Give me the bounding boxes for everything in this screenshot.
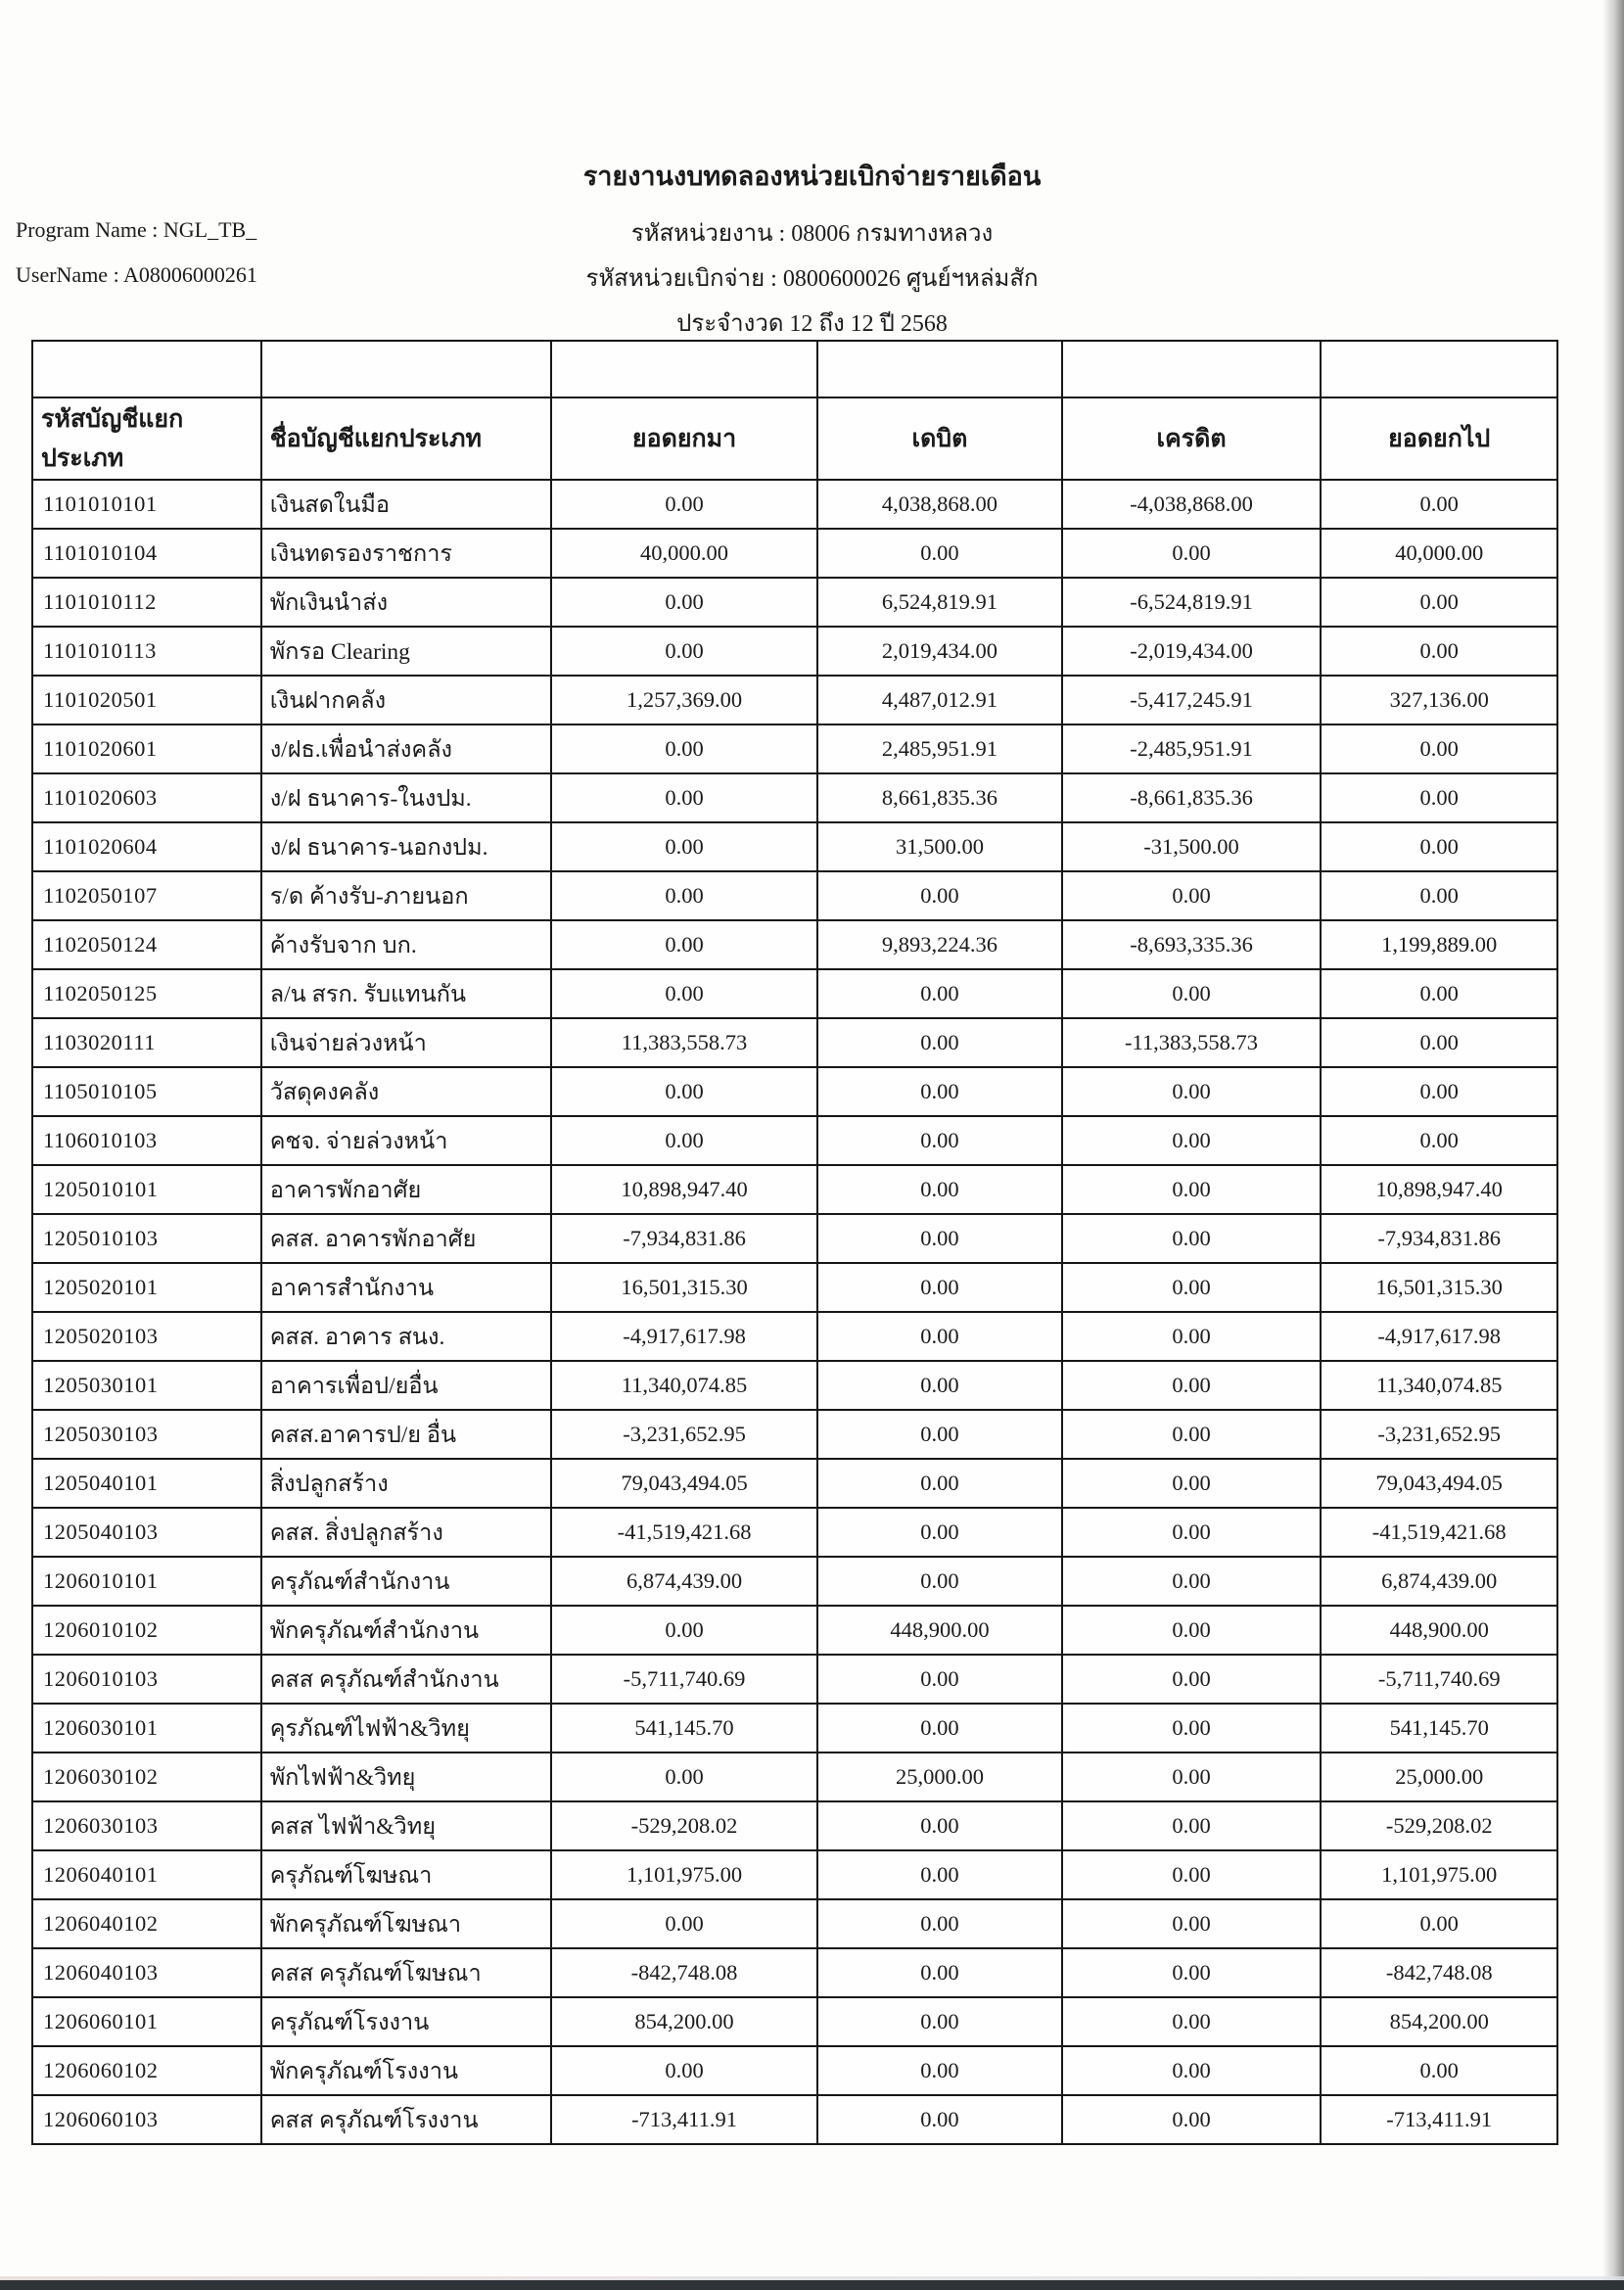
credit-cell: -2,019,434.00 bbox=[1062, 627, 1322, 676]
table-row bbox=[32, 1753, 1557, 1801]
account-name-cell: ครุภัณฑ์โฆษณา bbox=[261, 1850, 551, 1899]
debit-cell: 0.00 bbox=[817, 1704, 1061, 1753]
account-code-cell: 1206040101 bbox=[32, 1850, 261, 1899]
header-debit: เดบิต bbox=[817, 397, 1061, 480]
beginning-balance-cell: 6,874,439.00 bbox=[551, 1557, 818, 1606]
credit-cell: 0.00 bbox=[1062, 1948, 1322, 1997]
ending-balance-cell: -41,519,421.68 bbox=[1321, 1508, 1557, 1557]
account-code-cell: 1206010103 bbox=[32, 1655, 261, 1704]
ending-balance-cell: 448,900.00 bbox=[1321, 1606, 1557, 1655]
beginning-balance-cell: 16,501,315.30 bbox=[551, 1263, 818, 1312]
credit-cell: 0.00 bbox=[1062, 871, 1322, 920]
account-name-cell: พักครุภัณฑ์โฆษณา bbox=[261, 1899, 551, 1948]
table-row bbox=[32, 578, 1557, 627]
account-name-cell: พักเงินนำส่ง bbox=[261, 578, 551, 627]
ending-balance-cell: -5,711,740.69 bbox=[1321, 1655, 1557, 1704]
account-code-cell: 1206060101 bbox=[32, 1997, 261, 2046]
beginning-balance-cell: 11,383,558.73 bbox=[551, 1018, 818, 1067]
ending-balance-cell: 79,043,494.05 bbox=[1321, 1459, 1557, 1508]
debit-cell: 0.00 bbox=[817, 1459, 1061, 1508]
table-row bbox=[32, 1410, 1557, 1459]
account-name-cell: ร/ด ค้างรับ-ภายนอก bbox=[261, 871, 551, 920]
ending-balance-cell: 0.00 bbox=[1321, 773, 1557, 822]
account-code-cell: 1206010101 bbox=[32, 1557, 261, 1606]
ending-balance-cell: 541,145.70 bbox=[1321, 1704, 1557, 1753]
credit-cell: 0.00 bbox=[1062, 1116, 1322, 1165]
agency-code-line: รหัสหน่วยงาน : 08006 กรมทางหลวง bbox=[630, 221, 994, 247]
scan-edge-right bbox=[1602, 0, 1624, 2290]
account-code-cell: 1102050124 bbox=[32, 920, 261, 969]
credit-cell: 0.00 bbox=[1062, 1263, 1322, 1312]
account-name-cell: คสส. อาคารพักอาศัย bbox=[261, 1214, 551, 1263]
account-name-cell: ครุภัณฑ์โรงงาน bbox=[261, 1997, 551, 2046]
account-code-cell: 1101020603 bbox=[32, 773, 261, 822]
account-code-cell: 1106010103 bbox=[32, 1116, 261, 1165]
credit-cell: 0.00 bbox=[1062, 1067, 1322, 1116]
ending-balance-cell: 25,000.00 bbox=[1321, 1753, 1557, 1801]
account-name-cell: พักครุภัณฑ์โรงงาน bbox=[261, 2046, 551, 2095]
debit-cell: 0.00 bbox=[817, 2046, 1061, 2095]
beginning-balance-cell: 10,898,947.40 bbox=[551, 1165, 818, 1214]
credit-cell: 0.00 bbox=[1062, 1704, 1322, 1753]
account-code-cell: 1206030103 bbox=[32, 1801, 261, 1850]
table-row bbox=[32, 1997, 1557, 2046]
ending-balance-cell: 1,101,975.00 bbox=[1321, 1850, 1557, 1899]
table-header-row bbox=[32, 397, 1557, 480]
account-name-cell: ค้างรับจาก บก. bbox=[261, 920, 551, 969]
table-row bbox=[32, 1801, 1557, 1850]
ending-balance-cell: 854,200.00 bbox=[1321, 1997, 1557, 2046]
credit-cell: 0.00 bbox=[1062, 1899, 1322, 1948]
table-row bbox=[32, 480, 1557, 529]
debit-cell: 0.00 bbox=[817, 2095, 1061, 2144]
table-row bbox=[32, 871, 1557, 920]
account-name-cell: อาคารพักอาศัย bbox=[261, 1165, 551, 1214]
table-body bbox=[32, 480, 1557, 2144]
period-line: ประจำงวด 12 ถึง 12 ปี 2568 bbox=[676, 311, 948, 337]
ending-balance-cell: 0.00 bbox=[1321, 1067, 1557, 1116]
account-name-cell: คสส. สิ่งปลูกสร้าง bbox=[261, 1508, 551, 1557]
account-name-cell: คสส.อาคารป/ย อื่น bbox=[261, 1410, 551, 1459]
ending-balance-cell: -3,231,652.95 bbox=[1321, 1410, 1557, 1459]
ending-balance-cell: 0.00 bbox=[1321, 724, 1557, 773]
beginning-balance-cell: -842,748.08 bbox=[551, 1948, 818, 1997]
account-name-cell: ง/ฝ ธนาคาร-นอกงปม. bbox=[261, 822, 551, 871]
disbursing-unit-line: รหัสหน่วยเบิกจ่าย : 0800600026 ศูนย์ฯหล่มสัก bbox=[585, 266, 1039, 292]
ending-balance-cell: -529,208.02 bbox=[1321, 1801, 1557, 1850]
empty-cell bbox=[551, 341, 818, 397]
ending-balance-cell: 0.00 bbox=[1321, 1116, 1557, 1165]
header-beginning-balance: ยอดยกมา bbox=[551, 397, 818, 480]
account-code-cell: 1205040103 bbox=[32, 1508, 261, 1557]
table-row bbox=[32, 529, 1557, 578]
credit-cell: 0.00 bbox=[1062, 1459, 1322, 1508]
beginning-balance-cell: 40,000.00 bbox=[551, 529, 818, 578]
beginning-balance-cell: 79,043,494.05 bbox=[551, 1459, 818, 1508]
scan-edge-bottom bbox=[0, 2280, 1624, 2290]
account-name-cell: ง/ฝธ.เพื่อนำส่งคลัง bbox=[261, 724, 551, 773]
ending-balance-cell: 11,340,074.85 bbox=[1321, 1361, 1557, 1410]
account-code-cell: 1205020103 bbox=[32, 1312, 261, 1361]
debit-cell: 0.00 bbox=[817, 1655, 1061, 1704]
beginning-balance-cell: 0.00 bbox=[551, 920, 818, 969]
debit-cell: 8,661,835.36 bbox=[817, 773, 1061, 822]
ending-balance-cell: 0.00 bbox=[1321, 2046, 1557, 2095]
account-code-cell: 1205020101 bbox=[32, 1263, 261, 1312]
ending-balance-cell: -4,917,617.98 bbox=[1321, 1312, 1557, 1361]
beginning-balance-cell: 1,101,975.00 bbox=[551, 1850, 818, 1899]
beginning-balance-cell: 0.00 bbox=[551, 871, 818, 920]
debit-cell: 0.00 bbox=[817, 1948, 1061, 1997]
ending-balance-cell: 10,898,947.40 bbox=[1321, 1165, 1557, 1214]
table-row bbox=[32, 1067, 1557, 1116]
empty-cell bbox=[1062, 341, 1322, 397]
account-code-cell: 1206060102 bbox=[32, 2046, 261, 2095]
account-name-cell: คสส ครุภัณฑ์โฆษณา bbox=[261, 1948, 551, 1997]
header-account-code: รหัสบัญชีแยกประเภท bbox=[32, 397, 261, 480]
account-name-cell: พักไฟฟ้า&วิทยุ bbox=[261, 1753, 551, 1801]
debit-cell: 9,893,224.36 bbox=[817, 920, 1061, 969]
program-name-label: Program Name : NGL_TB_ bbox=[16, 217, 257, 242]
account-name-cell: ง/ฝ ธนาคาร-ในงปม. bbox=[261, 773, 551, 822]
account-code-cell: 1103020111 bbox=[32, 1018, 261, 1067]
debit-cell: 0.00 bbox=[817, 1165, 1061, 1214]
account-name-cell: อาคารสำนักงาน bbox=[261, 1263, 551, 1312]
debit-cell: 0.00 bbox=[817, 1410, 1061, 1459]
beginning-balance-cell: 0.00 bbox=[551, 1116, 818, 1165]
account-name-cell: เงินทดรองราชการ bbox=[261, 529, 551, 578]
account-code-cell: 1101010113 bbox=[32, 627, 261, 676]
credit-cell: 0.00 bbox=[1062, 2046, 1322, 2095]
account-code-cell: 1101020501 bbox=[32, 676, 261, 724]
credit-cell: -11,383,558.73 bbox=[1062, 1018, 1322, 1067]
beginning-balance-cell: -5,711,740.69 bbox=[551, 1655, 818, 1704]
account-code-cell: 1206010102 bbox=[32, 1606, 261, 1655]
beginning-balance-cell: 0.00 bbox=[551, 2046, 818, 2095]
credit-cell: 0.00 bbox=[1062, 1165, 1322, 1214]
debit-cell: 0.00 bbox=[817, 871, 1061, 920]
debit-cell: 0.00 bbox=[817, 1508, 1061, 1557]
debit-cell: 0.00 bbox=[817, 1116, 1061, 1165]
credit-cell: 0.00 bbox=[1062, 1753, 1322, 1801]
account-name-cell: คสส ครุภัณฑ์สำนักงาน bbox=[261, 1655, 551, 1704]
beginning-balance-cell: -529,208.02 bbox=[551, 1801, 818, 1850]
debit-cell: 0.00 bbox=[817, 969, 1061, 1018]
ending-balance-cell: 327,136.00 bbox=[1321, 676, 1557, 724]
account-code-cell: 1101020601 bbox=[32, 724, 261, 773]
account-name-cell: คุรภัณฑ์ไฟฟ้า&วิทยุ bbox=[261, 1704, 551, 1753]
account-name-cell: ล/น สรก. รับแทนกัน bbox=[261, 969, 551, 1018]
report-title: รายงานงบทดลองหน่วยเบิกจ่ายรายเดือน bbox=[582, 162, 1042, 191]
empty-cell bbox=[32, 341, 261, 397]
ending-balance-cell: 0.00 bbox=[1321, 578, 1557, 627]
ending-balance-cell: 0.00 bbox=[1321, 1899, 1557, 1948]
table-row bbox=[32, 1655, 1557, 1704]
table-row bbox=[32, 773, 1557, 822]
table-row bbox=[32, 2046, 1557, 2095]
credit-cell: -6,524,819.91 bbox=[1062, 578, 1322, 627]
credit-cell: -8,661,835.36 bbox=[1062, 773, 1322, 822]
ending-balance-cell: 16,501,315.30 bbox=[1321, 1263, 1557, 1312]
beginning-balance-cell: 0.00 bbox=[551, 969, 818, 1018]
credit-cell: -4,038,868.00 bbox=[1062, 480, 1322, 529]
beginning-balance-cell: 0.00 bbox=[551, 1606, 818, 1655]
account-code-cell: 1101010101 bbox=[32, 480, 261, 529]
header-ending-balance: ยอดยกไป bbox=[1321, 397, 1557, 480]
ending-balance-cell: 6,874,439.00 bbox=[1321, 1557, 1557, 1606]
user-name-label: UserName : A08006000261 bbox=[16, 262, 257, 287]
table-row bbox=[32, 1214, 1557, 1263]
credit-cell: 0.00 bbox=[1062, 969, 1322, 1018]
credit-cell: -8,693,335.36 bbox=[1062, 920, 1322, 969]
beginning-balance-cell: -3,231,652.95 bbox=[551, 1410, 818, 1459]
ending-balance-cell: 0.00 bbox=[1321, 627, 1557, 676]
table-row bbox=[32, 1606, 1557, 1655]
beginning-balance-cell: 0.00 bbox=[551, 822, 818, 871]
credit-cell: 0.00 bbox=[1062, 2095, 1322, 2144]
header-account-name: ชื่อบัญชีแยกประเภท bbox=[261, 397, 551, 480]
beginning-balance-cell: 541,145.70 bbox=[551, 1704, 818, 1753]
account-code-cell: 1102050107 bbox=[32, 871, 261, 920]
debit-cell: 0.00 bbox=[817, 1263, 1061, 1312]
debit-cell: 0.00 bbox=[817, 1018, 1061, 1067]
beginning-balance-cell: 0.00 bbox=[551, 773, 818, 822]
debit-cell: 0.00 bbox=[817, 1214, 1061, 1263]
debit-cell: 0.00 bbox=[817, 1850, 1061, 1899]
table-row bbox=[32, 822, 1557, 871]
table-row bbox=[32, 1165, 1557, 1214]
credit-cell: 0.00 bbox=[1062, 1410, 1322, 1459]
empty-cell bbox=[261, 341, 551, 397]
account-name-cell: วัสดุคงคลัง bbox=[261, 1067, 551, 1116]
trial-balance-table bbox=[31, 340, 1558, 2145]
debit-cell: 0.00 bbox=[817, 1899, 1061, 1948]
ending-balance-cell: 0.00 bbox=[1321, 822, 1557, 871]
credit-cell: 0.00 bbox=[1062, 1312, 1322, 1361]
ending-balance-cell: -7,934,831.86 bbox=[1321, 1214, 1557, 1263]
table-row bbox=[32, 1263, 1557, 1312]
table-row bbox=[32, 724, 1557, 773]
debit-cell: 0.00 bbox=[817, 1801, 1061, 1850]
beginning-balance-cell: 11,340,074.85 bbox=[551, 1361, 818, 1410]
beginning-balance-cell: 0.00 bbox=[551, 480, 818, 529]
beginning-balance-cell: -4,917,617.98 bbox=[551, 1312, 818, 1361]
table-row bbox=[32, 2095, 1557, 2144]
account-name-cell: เงินจ่ายล่วงหน้า bbox=[261, 1018, 551, 1067]
debit-cell: 448,900.00 bbox=[817, 1606, 1061, 1655]
credit-cell: 0.00 bbox=[1062, 1850, 1322, 1899]
credit-cell: 0.00 bbox=[1062, 1655, 1322, 1704]
account-code-cell: 1102050125 bbox=[32, 969, 261, 1018]
debit-cell: 0.00 bbox=[817, 1361, 1061, 1410]
beginning-balance-cell: -713,411.91 bbox=[551, 2095, 818, 2144]
account-name-cell: คสส ไฟฟ้า&วิทยุ bbox=[261, 1801, 551, 1850]
credit-cell: 0.00 bbox=[1062, 1214, 1322, 1263]
ending-balance-cell: -713,411.91 bbox=[1321, 2095, 1557, 2144]
credit-cell: -2,485,951.91 bbox=[1062, 724, 1322, 773]
account-code-cell: 1205040101 bbox=[32, 1459, 261, 1508]
header-credit: เครดิต bbox=[1062, 397, 1322, 480]
ending-balance-cell: 0.00 bbox=[1321, 1018, 1557, 1067]
account-name-cell: พักครุภัณฑ์สำนักงาน bbox=[261, 1606, 551, 1655]
debit-cell: 0.00 bbox=[817, 1067, 1061, 1116]
credit-cell: -31,500.00 bbox=[1062, 822, 1322, 871]
table-row bbox=[32, 1312, 1557, 1361]
account-code-cell: 1205010103 bbox=[32, 1214, 261, 1263]
table-row bbox=[32, 1704, 1557, 1753]
debit-cell: 25,000.00 bbox=[817, 1753, 1061, 1801]
beginning-balance-cell: 0.00 bbox=[551, 627, 818, 676]
account-name-cell: เงินฝากคลัง bbox=[261, 676, 551, 724]
account-code-cell: 1206060103 bbox=[32, 2095, 261, 2144]
table-row bbox=[32, 920, 1557, 969]
account-code-cell: 1206030101 bbox=[32, 1704, 261, 1753]
credit-cell: 0.00 bbox=[1062, 1606, 1322, 1655]
beginning-balance-cell: 0.00 bbox=[551, 1899, 818, 1948]
table-row bbox=[32, 1557, 1557, 1606]
account-code-cell: 1205010101 bbox=[32, 1165, 261, 1214]
debit-cell: 6,524,819.91 bbox=[817, 578, 1061, 627]
beginning-balance-cell: 0.00 bbox=[551, 724, 818, 773]
ending-balance-cell: 0.00 bbox=[1321, 969, 1557, 1018]
credit-cell: -5,417,245.91 bbox=[1062, 676, 1322, 724]
ending-balance-cell: -842,748.08 bbox=[1321, 1948, 1557, 1997]
beginning-balance-cell: 854,200.00 bbox=[551, 1997, 818, 2046]
credit-cell: 0.00 bbox=[1062, 529, 1322, 578]
account-name-cell: คสส. อาคาร สนง. bbox=[261, 1312, 551, 1361]
ending-balance-cell: 1,199,889.00 bbox=[1321, 920, 1557, 969]
debit-cell: 2,019,434.00 bbox=[817, 627, 1061, 676]
table-row bbox=[32, 1018, 1557, 1067]
debit-cell: 4,038,868.00 bbox=[817, 480, 1061, 529]
beginning-balance-cell: 0.00 bbox=[551, 1753, 818, 1801]
account-name-cell: อาคารเพื่อป/ยอื่น bbox=[261, 1361, 551, 1410]
credit-cell: 0.00 bbox=[1062, 1508, 1322, 1557]
debit-cell: 0.00 bbox=[817, 1997, 1061, 2046]
debit-cell: 2,485,951.91 bbox=[817, 724, 1061, 773]
beginning-balance-cell: -7,934,831.86 bbox=[551, 1214, 818, 1263]
table-row bbox=[32, 676, 1557, 724]
account-code-cell: 1205030101 bbox=[32, 1361, 261, 1410]
credit-cell: 0.00 bbox=[1062, 1361, 1322, 1410]
beginning-balance-cell: 0.00 bbox=[551, 1067, 818, 1116]
account-code-cell: 1205030103 bbox=[32, 1410, 261, 1459]
beginning-balance-cell: 1,257,369.00 bbox=[551, 676, 818, 724]
table-row bbox=[32, 1459, 1557, 1508]
credit-cell: 0.00 bbox=[1062, 1801, 1322, 1850]
account-name-cell: สิ่งปลูกสร้าง bbox=[261, 1459, 551, 1508]
table-row bbox=[32, 1850, 1557, 1899]
empty-top-row bbox=[32, 341, 1557, 397]
account-name-cell: ครุภัณฑ์สำนักงาน bbox=[261, 1557, 551, 1606]
table-row bbox=[32, 1508, 1557, 1557]
credit-cell: 0.00 bbox=[1062, 1997, 1322, 2046]
account-code-cell: 1105010105 bbox=[32, 1067, 261, 1116]
debit-cell: 0.00 bbox=[817, 529, 1061, 578]
account-code-cell: 1101020604 bbox=[32, 822, 261, 871]
ending-balance-cell: 0.00 bbox=[1321, 871, 1557, 920]
account-code-cell: 1206040103 bbox=[32, 1948, 261, 1997]
ending-balance-cell: 40,000.00 bbox=[1321, 529, 1557, 578]
account-name-cell: คสส ครุภัณฑ์โรงงาน bbox=[261, 2095, 551, 2144]
account-code-cell: 1206040102 bbox=[32, 1899, 261, 1948]
beginning-balance-cell: -41,519,421.68 bbox=[551, 1508, 818, 1557]
table-row bbox=[32, 1361, 1557, 1410]
debit-cell: 4,487,012.91 bbox=[817, 676, 1061, 724]
account-code-cell: 1101010112 bbox=[32, 578, 261, 627]
debit-cell: 31,500.00 bbox=[817, 822, 1061, 871]
table-row bbox=[32, 1116, 1557, 1165]
account-code-cell: 1206030102 bbox=[32, 1753, 261, 1801]
account-code-cell: 1101010104 bbox=[32, 529, 261, 578]
table-row bbox=[32, 969, 1557, 1018]
account-name-cell: เงินสดในมือ bbox=[261, 480, 551, 529]
beginning-balance-cell: 0.00 bbox=[551, 578, 818, 627]
empty-cell bbox=[817, 341, 1061, 397]
ending-balance-cell: 0.00 bbox=[1321, 480, 1557, 529]
debit-cell: 0.00 bbox=[817, 1312, 1061, 1361]
credit-cell: 0.00 bbox=[1062, 1557, 1322, 1606]
account-name-cell: คชจ. จ่ายล่วงหน้า bbox=[261, 1116, 551, 1165]
empty-cell bbox=[1321, 341, 1557, 397]
table-row bbox=[32, 627, 1557, 676]
account-name-cell: พักรอ Clearing bbox=[261, 627, 551, 676]
debit-cell: 0.00 bbox=[817, 1557, 1061, 1606]
table-row bbox=[32, 1899, 1557, 1948]
table-row bbox=[32, 1948, 1557, 1997]
